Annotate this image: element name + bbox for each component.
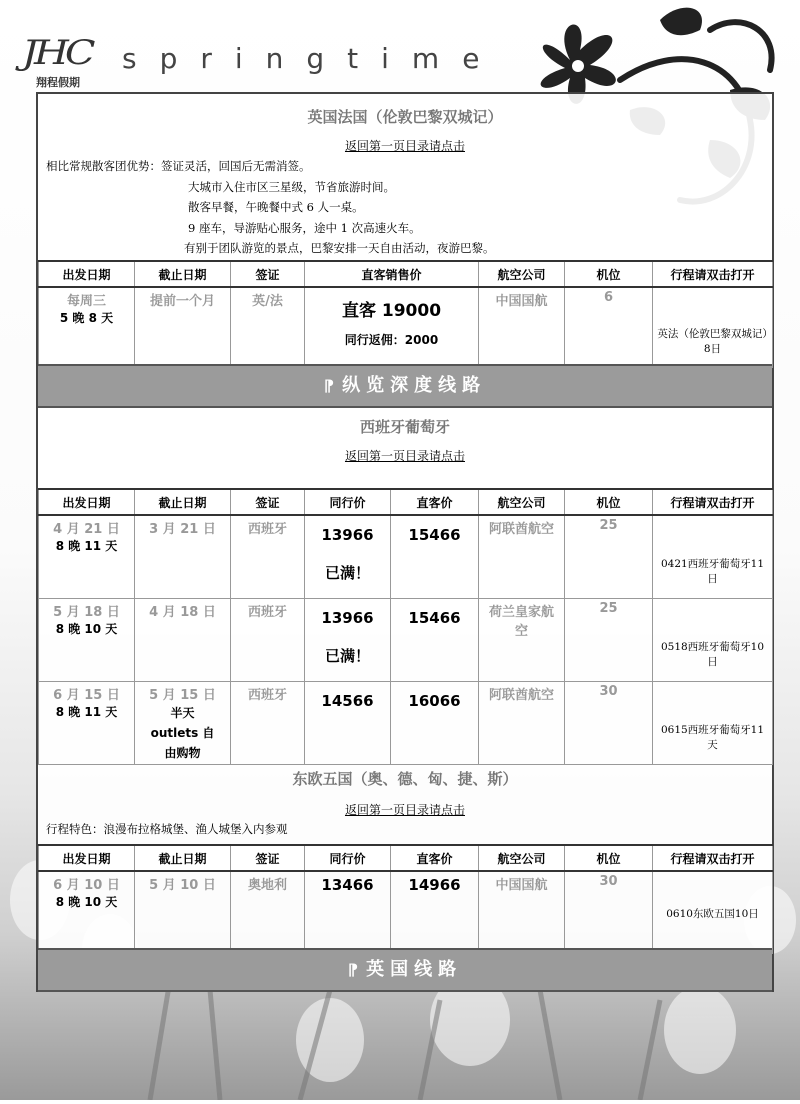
trade-price: 14566	[321, 691, 374, 710]
section-spain-portugal	[38, 414, 772, 466]
deadline: 3 月 21 日	[149, 522, 216, 537]
col-header: 直客价	[391, 845, 479, 871]
section-banner	[38, 948, 772, 992]
col-header: 出发日期	[39, 845, 135, 871]
col-header: 航空公司	[479, 845, 565, 871]
tour-sheet	[36, 92, 774, 992]
duration: 8 晚 11 天	[55, 539, 118, 553]
col-header: 机位	[565, 261, 653, 287]
depart-date: 6 月 10 日	[53, 878, 120, 893]
spain-portugal-table	[38, 488, 773, 765]
depart-date: 6 月 15 日	[53, 687, 120, 703]
retail-price: 14966	[408, 876, 461, 894]
col-header: 行程请双击打开	[653, 489, 773, 515]
retail-price: 15466	[408, 608, 461, 627]
logo-subtitle: 翔程假期	[36, 76, 80, 89]
leaf-icon: ⁋	[323, 376, 335, 395]
col-header: 机位	[565, 489, 653, 515]
airline: 中国国航	[495, 878, 548, 893]
itinerary-link[interactable]: 0610东欧五国10日	[666, 908, 759, 920]
visa: 西班牙	[247, 687, 287, 703]
trade-price: 13466	[321, 876, 374, 894]
col-header: 出发日期	[39, 489, 135, 515]
back-to-toc-link[interactable]: 返回第一页目录请点击	[344, 139, 465, 153]
duration: 8 晚 10 天	[55, 895, 118, 909]
leaf-icon: ⁋	[347, 960, 359, 979]
col-header: 直客销售价	[305, 261, 479, 287]
trade-price: 13966	[321, 608, 374, 627]
logo-mark: JHC	[22, 33, 92, 73]
itinerary-link[interactable]: 0421西班牙葡萄牙11日	[660, 558, 765, 585]
col-header: 截止日期	[135, 261, 231, 287]
feature-note: 行程特色：浪漫布拉格城堡、渔人城堡入内参观	[46, 822, 288, 836]
airline: 中国国航	[495, 294, 548, 309]
page-header	[0, 0, 800, 92]
deadline: 5 月 10 日	[149, 878, 216, 893]
seats: 30	[599, 874, 618, 889]
section-title: 英国法国（伦敦巴黎双城记）	[307, 108, 503, 126]
advantage-item: 签证灵活，回国后无需消签。	[161, 159, 311, 173]
col-header: 签证	[231, 489, 305, 515]
duration: 8 晚 11 天	[55, 704, 118, 719]
col-header: 航空公司	[479, 261, 565, 287]
deadline: 4 月 18 日	[149, 604, 216, 620]
deadline-note: 半天 outlets 自由购物	[150, 705, 215, 760]
deadline: 提前一个月	[149, 294, 215, 309]
col-header: 出发日期	[39, 261, 135, 287]
advantage-item: 9 座车，导游贴心服务，途中 1 次高速火车。	[188, 220, 421, 235]
advantage-item: 有别于团队游览的景点，巴黎安排一天自由活动，夜游巴黎。	[184, 241, 495, 255]
col-header: 机位	[565, 845, 653, 871]
section-uk-france	[38, 104, 772, 259]
table-row	[39, 871, 773, 953]
col-header: 签证	[231, 261, 305, 287]
back-to-toc-link[interactable]: 返回第一页目录请点击	[344, 449, 465, 463]
airline: 阿联酋航空	[488, 522, 554, 537]
banner-text: 纵览深度线路	[342, 375, 487, 396]
table-row	[39, 515, 773, 598]
col-header: 行程请双击打开	[653, 845, 773, 871]
seats: 30	[599, 683, 618, 699]
commission-note: 同行返佣：2000	[344, 333, 439, 347]
section-title: 西班牙葡萄牙	[359, 418, 450, 436]
col-header: 截止日期	[135, 845, 231, 871]
eastern-europe-table	[38, 844, 773, 954]
table-row	[39, 287, 773, 367]
itinerary-link[interactable]: 0615西班牙葡萄牙11天	[660, 723, 765, 751]
section-title: 东欧五国（奥、德、匈、捷、斯）	[292, 770, 518, 788]
sold-out-status: 已满！	[324, 564, 370, 582]
visa: 奥地利	[247, 878, 287, 893]
duration: 8 晚 10 天	[55, 621, 118, 636]
advantages-label: 相比常规散客团优势：	[46, 159, 161, 173]
trade-price: 13966	[321, 526, 374, 544]
table-row	[39, 598, 773, 681]
depart-date: 4 月 21 日	[53, 522, 120, 537]
col-header: 直客价	[391, 489, 479, 515]
section-banner	[38, 364, 772, 408]
retail-price: 16066	[408, 691, 461, 710]
airline: 阿联酋航空	[488, 687, 554, 703]
brand-word: springtime	[122, 42, 503, 75]
deadline: 5 月 15 日	[149, 687, 216, 703]
table-row	[39, 681, 773, 764]
advantage-item: 散客早餐，午晚餐中式 6 人一桌。	[188, 200, 364, 214]
col-header: 同行价	[305, 489, 391, 515]
sold-out-status: 已满！	[324, 646, 370, 665]
retail-price: 直客 19000	[341, 301, 442, 321]
airline: 荷兰皇家航空	[488, 604, 554, 639]
col-header: 截止日期	[135, 489, 231, 515]
depart-date: 每周三	[66, 294, 106, 309]
itinerary-link[interactable]: 0518西班牙葡萄牙10日	[660, 640, 765, 668]
duration: 5 晚 8 天	[59, 311, 114, 325]
back-to-toc-link[interactable]: 返回第一页目录请点击	[344, 803, 465, 817]
visa: 西班牙	[247, 604, 287, 620]
visa: 西班牙	[247, 522, 287, 537]
seats: 25	[599, 518, 618, 533]
seats: 25	[599, 600, 618, 616]
depart-date: 5 月 18 日	[53, 604, 120, 620]
itinerary-link[interactable]: 英法（伦敦巴黎双城记）8日	[657, 328, 768, 355]
retail-price: 15466	[408, 526, 461, 544]
col-header: 同行价	[305, 845, 391, 871]
advantage-item: 大城市入住市区三星级，节省旅游时间。	[188, 179, 395, 194]
section-eastern-europe	[38, 766, 772, 838]
col-header: 行程请双击打开	[653, 261, 773, 287]
banner-text: 英国线路	[366, 959, 463, 980]
brand-logo	[22, 30, 92, 89]
col-header: 航空公司	[479, 489, 565, 515]
col-header: 签证	[231, 845, 305, 871]
uk-france-table	[38, 260, 773, 368]
visa: 英/法	[252, 294, 283, 309]
seats: 6	[603, 290, 614, 305]
advantages-list	[38, 156, 772, 259]
